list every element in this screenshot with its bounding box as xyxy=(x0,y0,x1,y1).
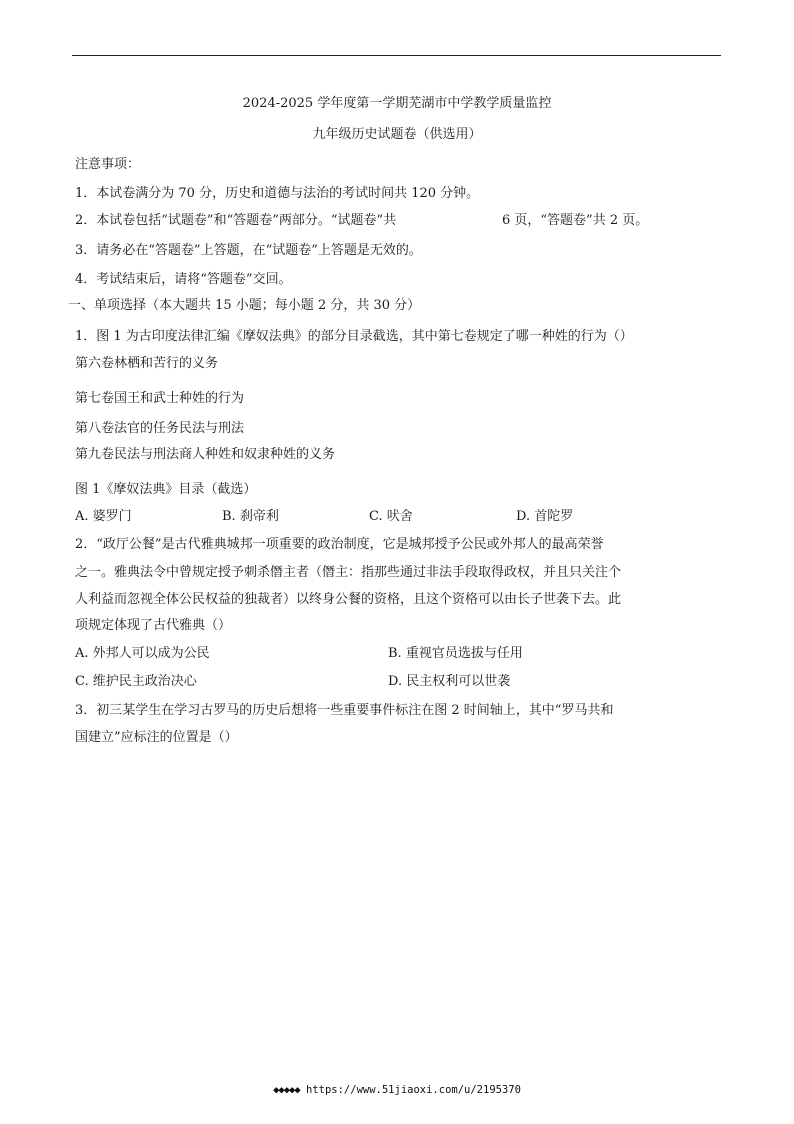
q2-option-b[interactable]: B. 重视官员选拔与任用 xyxy=(388,646,523,661)
q1-option-a[interactable]: A. 婆罗门 xyxy=(75,509,132,524)
watermark-glyphs: ◆◆◆◆◆ xyxy=(273,1084,300,1096)
q1-option-c[interactable]: C. 吠舍 xyxy=(369,509,413,524)
q2-option-d[interactable]: D. 民主权利可以世袭 xyxy=(388,674,511,689)
q2-option-a[interactable]: A. 外邦人可以成为公民 xyxy=(75,646,210,661)
q1-option-b[interactable]: B. 刹帝利 xyxy=(222,509,279,524)
footer-watermark xyxy=(0,1084,794,1096)
q1-toc-item: 第六卷林栖和苦行的义务 xyxy=(75,356,219,371)
exam-title: 2024-2025 学年度第一学期芜湖市中学教学质量监控 xyxy=(242,96,552,111)
notice-item-2a: 2．本试卷包括“试题卷”和“答题卷”两部分。“试题卷”共 xyxy=(75,213,397,228)
q3-stem-line: 3．初三某学生在学习古罗马的历史后想将一些重要事件标注在图 2 时间轴上，其中“罗马共和 xyxy=(75,703,614,718)
top-rule xyxy=(72,55,721,56)
q1-option-d[interactable]: D. 首陀罗 xyxy=(516,509,574,524)
q1-toc-item: 第八卷法官的任务民法与刑法 xyxy=(75,421,245,436)
q2-option-c[interactable]: C. 维护民主政治决心 xyxy=(75,674,197,689)
notice-heading: 注意事项： xyxy=(75,157,141,172)
footer-url[interactable]: https://www.51jiaoxi.com/u/2195370 xyxy=(306,1084,521,1096)
q1-stem: 1．图 1 为古印度法律汇编《摩奴法典》的部分目录截选，其中第七卷规定了哪一种姓的行为（） xyxy=(75,329,633,344)
notice-item-3: 3．请务必在“答题卷”上答题，在“试题卷”上答题是无效的。 xyxy=(75,243,422,258)
q1-toc-item: 第九卷民法与刑法商人种姓和奴隶种姓的义务 xyxy=(75,447,336,462)
notice-item-2b: 6 页，“答题卷”共 2 页。 xyxy=(502,213,649,228)
exam-subtitle: 九年级历史试题卷（供选用） xyxy=(312,127,482,142)
q2-stem-line: 之一。雅典法令中曾规定授予刺杀僭主者（僭主：指那些通过非法手段取得政权，并且只关注个 xyxy=(75,565,622,580)
q2-stem-line: 2．“政厅公餐”是古代雅典城邦一项重要的政治制度，它是城邦授予公民或外邦人的最高荣誉 xyxy=(75,537,604,552)
q1-toc-item: 第七卷国王和武士种姓的行为 xyxy=(75,391,245,406)
notice-item-1: 1．本试卷满分为 70 分，历史和道德与法治的考试时间共 120 分钟。 xyxy=(75,186,480,201)
notice-item-4: 4．考试结束后，请将“答题卷”交回。 xyxy=(75,272,292,287)
q2-stem-line: 项规定体现了古代雅典（） xyxy=(75,618,232,633)
q1-figure-caption: 图 1《摩奴法典》目录（截选） xyxy=(75,482,257,497)
q2-stem-line: 人利益而忽视全体公民权益的独裁者）以终身公餐的资格，且这个资格可以由长子世袭下去。此 xyxy=(75,592,622,607)
section-heading: 一、单项选择（本大题共 15 小题；每小题 2 分，共 30 分） xyxy=(68,298,421,313)
q3-stem-line: 国建立”应标注的位置是（） xyxy=(75,730,238,745)
